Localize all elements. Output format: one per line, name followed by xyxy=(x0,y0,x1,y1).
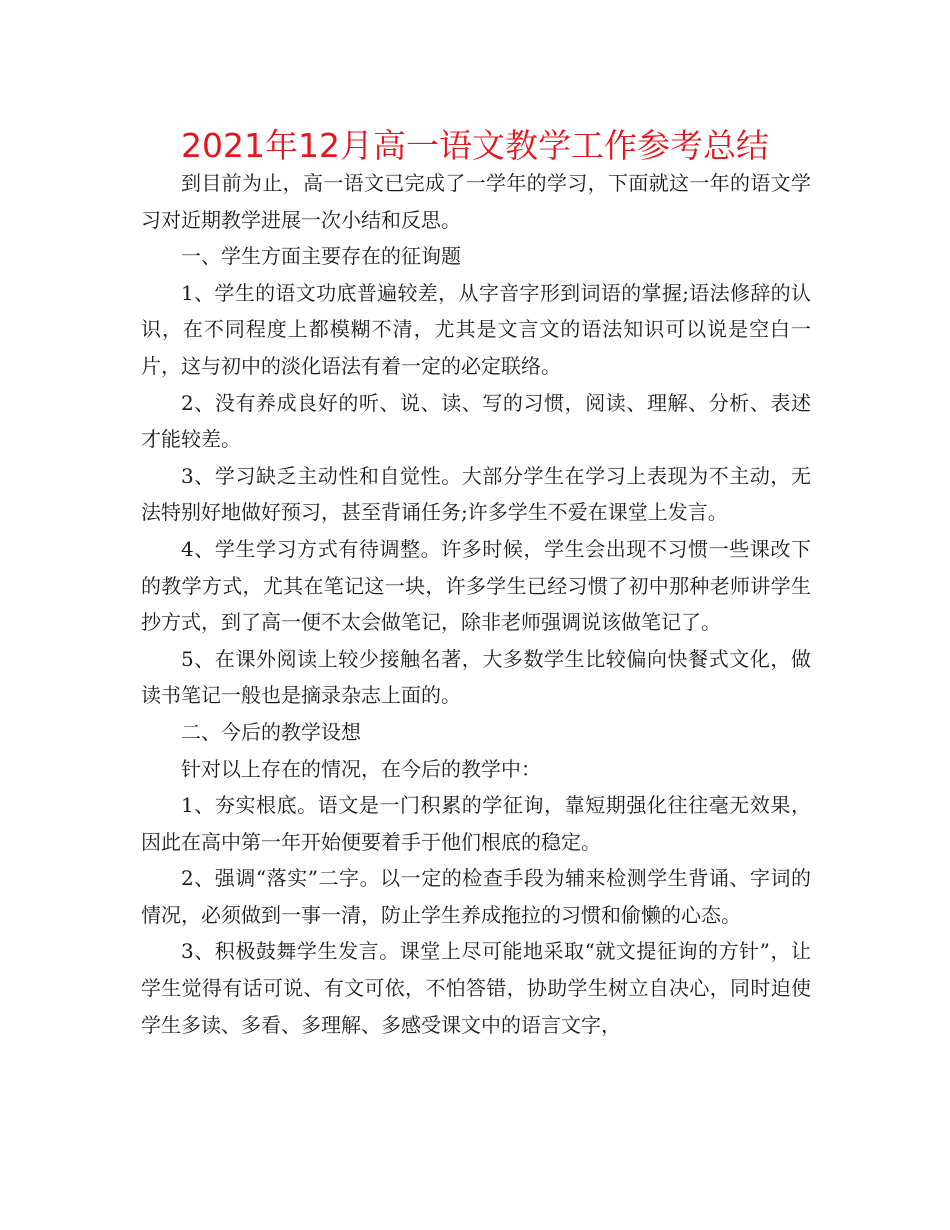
paragraph-plans-intro: 针对以上存在的情况，在今后的教学中： xyxy=(181,756,541,781)
paragraph-plan-2: 2、强调“落实”二字。以一定的检查手段为辅来检测学生背诵、字词的情况，必须做到一事一清，防止学生养成拖拉的习惯和偷懒的心态。 xyxy=(141,866,811,927)
paragraph-plan-1: 1、夯实根底。语文是一门积累的学征询，靠短期强化往往毫无效果，因此在高中第一年开始便要着手于他们根底的稳定。 xyxy=(141,793,811,854)
paragraph-plan-3: 3、积极鼓舞学生发言。课堂上尽可能地采取“就文提征询的方针”，让学生觉得有话可说、有文可依，不怕答错，协助学生树立自决心，同时迫使学生多读、多看、多理解、多感受课文中的语言文字， xyxy=(141,939,811,1037)
paragraph-problem-2: 2、没有养成良好的听、说、读、写的习惯，阅读、理解、分析、表述才能较差。 xyxy=(141,390,811,452)
section-heading-problems: 一、学生方面主要存在的征询题 xyxy=(181,244,461,269)
paragraph-problem-5: 5、在课外阅读上较少接触名著，大多数学生比较偏向快餐式文化，做读书笔记一般也是摘录杂志上面的。 xyxy=(141,646,811,708)
section-heading-plans: 二、今后的教学设想 xyxy=(181,719,361,744)
paragraph-intro: 到目前为止，高一语文已完成了一学年的学习，下面就这一年的语文学习对近期教学进展一次小结和反思。 xyxy=(141,171,811,232)
page-title: 2021年12月高一语文教学工作参考总结 xyxy=(181,126,769,165)
document-body xyxy=(141,165,811,1043)
paragraph-problem-3: 3、学习缺乏主动性和自觉性。大部分学生在学习上表现为不主动，无法特别好地做好预习，甚至背诵任务;许多学生不爱在课堂上发言。 xyxy=(141,463,811,525)
paragraph-problem-1: 1、学生的语文功底普遍较差，从字音字形到词语的掌握;语法修辞的认识，在不同程度上都模糊不清，尤其是文言文的语法知识可以说是空白一片，这与初中的淡化语法有着一定的必定联络。 xyxy=(141,280,811,378)
paragraph-problem-4: 4、学生学习方式有待调整。许多时候，学生会出现不习惯一些课改下的教学方式，尤其在笔记这一块，许多学生已经习惯了初中那种老师讲学生抄方式，到了高一便不太会做笔记，除非老师强调说该做笔记了。 xyxy=(141,536,811,635)
